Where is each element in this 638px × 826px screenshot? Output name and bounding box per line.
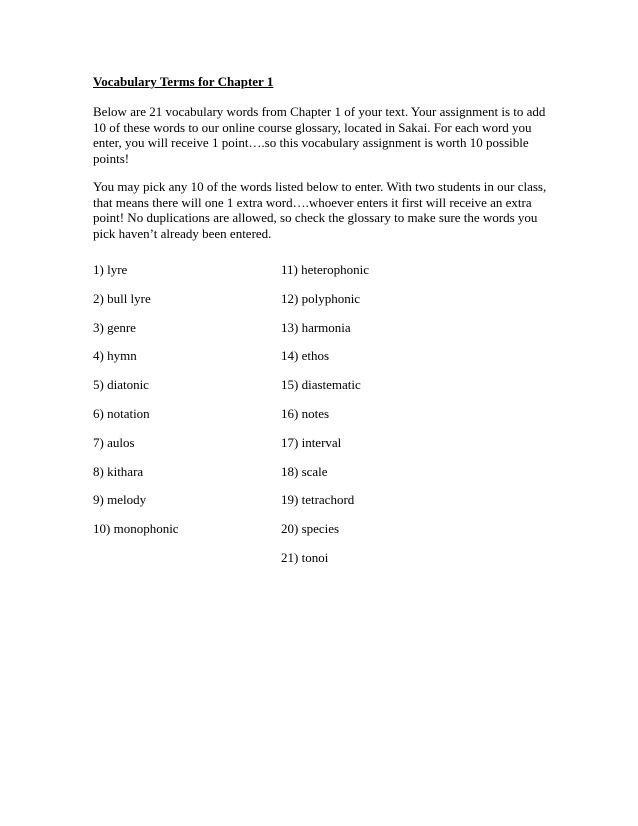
vocab-word: 18) scale xyxy=(281,463,328,479)
word-list-left xyxy=(93,261,179,549)
vocab-word: 19) tetrachord xyxy=(281,492,355,508)
paragraph-line: that means there will one 1 extra word….whoever enters it first will receive an extra xyxy=(93,194,532,210)
vocab-word: 4) hymn xyxy=(93,348,137,364)
vocab-word: 12) polyphonic xyxy=(281,290,361,306)
vocab-word: 8) kithara xyxy=(93,463,144,479)
vocab-word: 2) bull lyre xyxy=(93,290,151,306)
vocab-word: 6) notation xyxy=(93,405,150,421)
vocab-word: 9) melody xyxy=(93,492,147,508)
vocab-word: 1) lyre xyxy=(93,262,128,277)
document-title: Vocabulary Terms for Chapter 1 xyxy=(93,74,274,89)
vocab-word: 20) species xyxy=(281,521,340,537)
paragraph-line: Below are 21 vocabulary words from Chapter 1 of your text. Your assignment is to add xyxy=(93,104,546,119)
instructions-paragraph xyxy=(93,104,553,166)
vocab-word: 5) diatonic xyxy=(93,377,149,393)
paragraph-line: point! No duplications are allowed, so check the glossary to make sure the words you xyxy=(93,210,538,225)
paragraph-line: pick haven’t already been entered. xyxy=(93,225,272,241)
vocab-word: 21) tonoi xyxy=(281,549,329,565)
vocab-word: 10) monophonic xyxy=(93,521,179,537)
paragraph-line: 10 of these words to our online course glossary, located in Sakai. For each word you xyxy=(93,119,532,135)
vocab-word: 11) heterophonic xyxy=(281,262,369,277)
paragraph-line: points! xyxy=(93,150,130,166)
vocab-word: 17) interval xyxy=(281,434,342,450)
vocab-word: 7) aulos xyxy=(93,434,135,450)
vocab-word: 3) genre xyxy=(93,319,136,335)
word-list-right xyxy=(281,261,369,578)
vocab-word: 16) notes xyxy=(281,405,330,421)
vocab-word: 14) ethos xyxy=(281,348,330,364)
paragraph-line: enter, you will receive 1 point….so this vocabulary assignment is worth 10 possible xyxy=(93,135,529,150)
vocab-word: 13) harmonia xyxy=(281,319,351,335)
rules-paragraph xyxy=(93,179,553,241)
vocab-word: 15) diastematic xyxy=(281,377,361,393)
paragraph-line: You may pick any 10 of the words listed below to enter. With two students in our class, xyxy=(93,179,547,194)
